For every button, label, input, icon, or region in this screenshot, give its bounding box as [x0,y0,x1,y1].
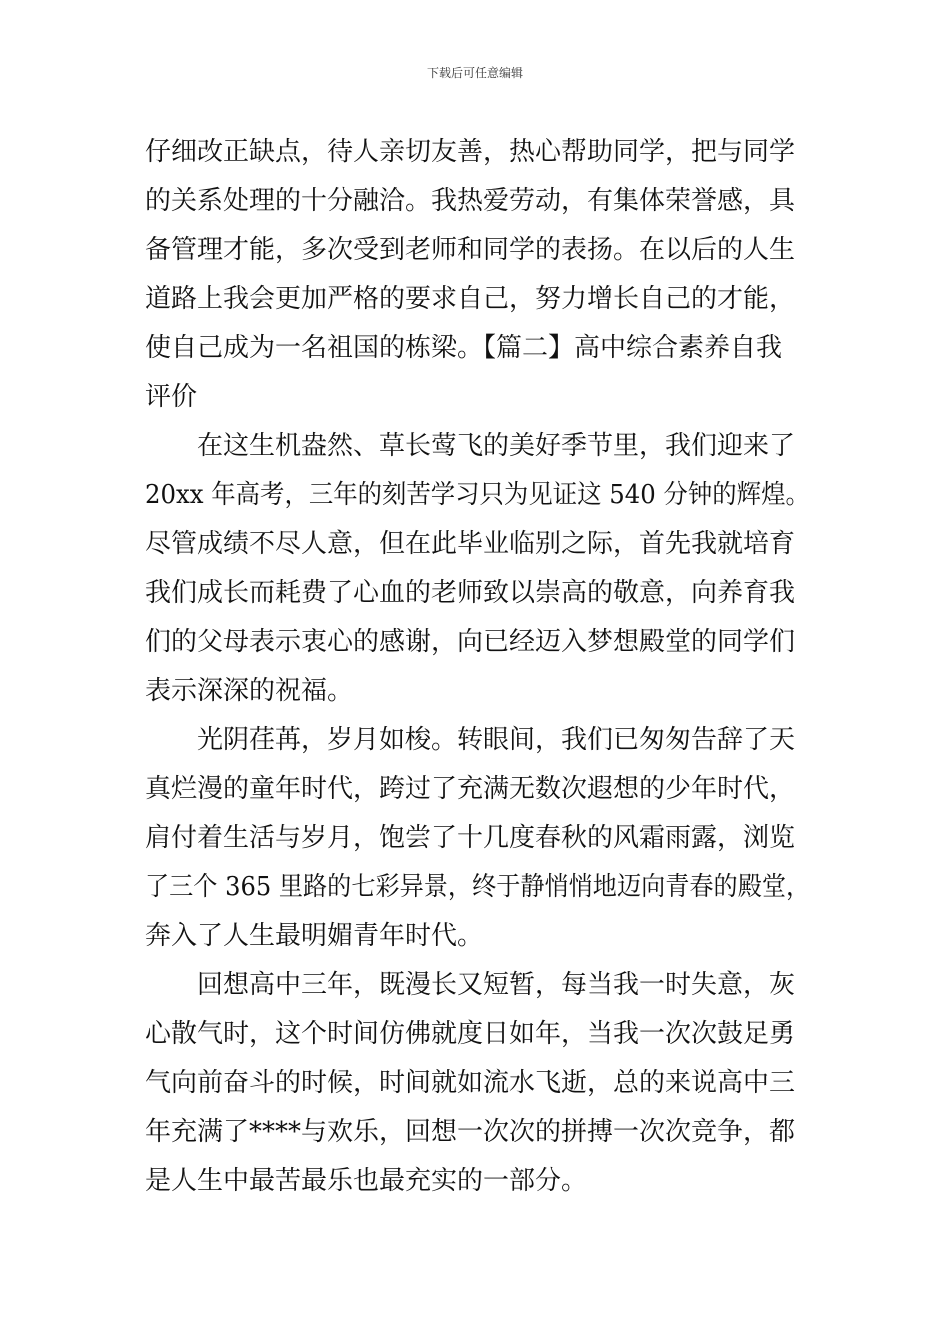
text-line: 肩付着生活与岁月，饱尝了十几度春秋的风霜雨露，浏览 [145,823,796,853]
text-line: 年充满了****与欢乐，回想一次次的拼搏一次次竞争，都 [145,1117,796,1147]
text-line: 备管理才能，多次受到老师和同学的表扬。在以后的人生 [145,235,796,265]
paragraph-first-line: 光阴荏苒，岁月如梭。转眼间，我们已匆匆告辞了天 [197,725,796,755]
body-text [145,128,810,1206]
paragraph-first-line: 回想高中三年，既漫长又短暂，每当我一时失意，灰 [197,970,796,1000]
text-line: 的关系处理的十分融洽。我热爱劳动，有集体荣誉感，具 [145,186,796,216]
text-line: 尽管成绩不尽人意，但在此毕业临别之际，首先我就培育 [145,529,796,559]
text-line: 们的父母表示衷心的感谢，向已经迈入梦想殿堂的同学们 [145,627,796,657]
page-header: 下载后可任意编辑 [426,66,523,80]
text-line: 道路上我会更加严格的要求自己，努力增长自己的才能， [145,284,796,314]
text-line: 评价 [145,382,198,412]
text-line: 是人生中最苦最乐也最充实的一部分。 [145,1166,588,1196]
text-line: 我们成长而耗费了心血的老师致以崇高的敬意，向养育我 [145,578,796,608]
text-line: 奔入了人生最明媚青年时代。 [145,921,484,951]
text-line: 20xx 年高考，三年的刻苦学习只为见证这 540 分钟的辉煌。 [145,480,810,510]
text-line: 表示深深的祝福。 [145,676,354,706]
text-line: 气向前奋斗的时候，时间就如流水飞逝，总的来说高中三 [145,1068,796,1098]
text-line: 了三个 365 里路的七彩异景，终于静悄悄地迈向青春的殿堂， [145,872,811,902]
text-line: 真烂漫的童年时代，跨过了充满无数次遐想的少年时代， [145,774,796,804]
text-line: 心散气时，这个时间仿佛就度日如年，当我一次次鼓足勇 [145,1019,796,1049]
text-line: 仔细改正缺点，待人亲切友善，热心帮助同学，把与同学 [145,137,796,167]
text-line: 使自己成为一名祖国的栋梁。【篇二】高中综合素养自我 [145,333,783,363]
paragraph-first-line: 在这生机盎然、草长莺飞的美好季节里，我们迎来了 [197,431,796,461]
